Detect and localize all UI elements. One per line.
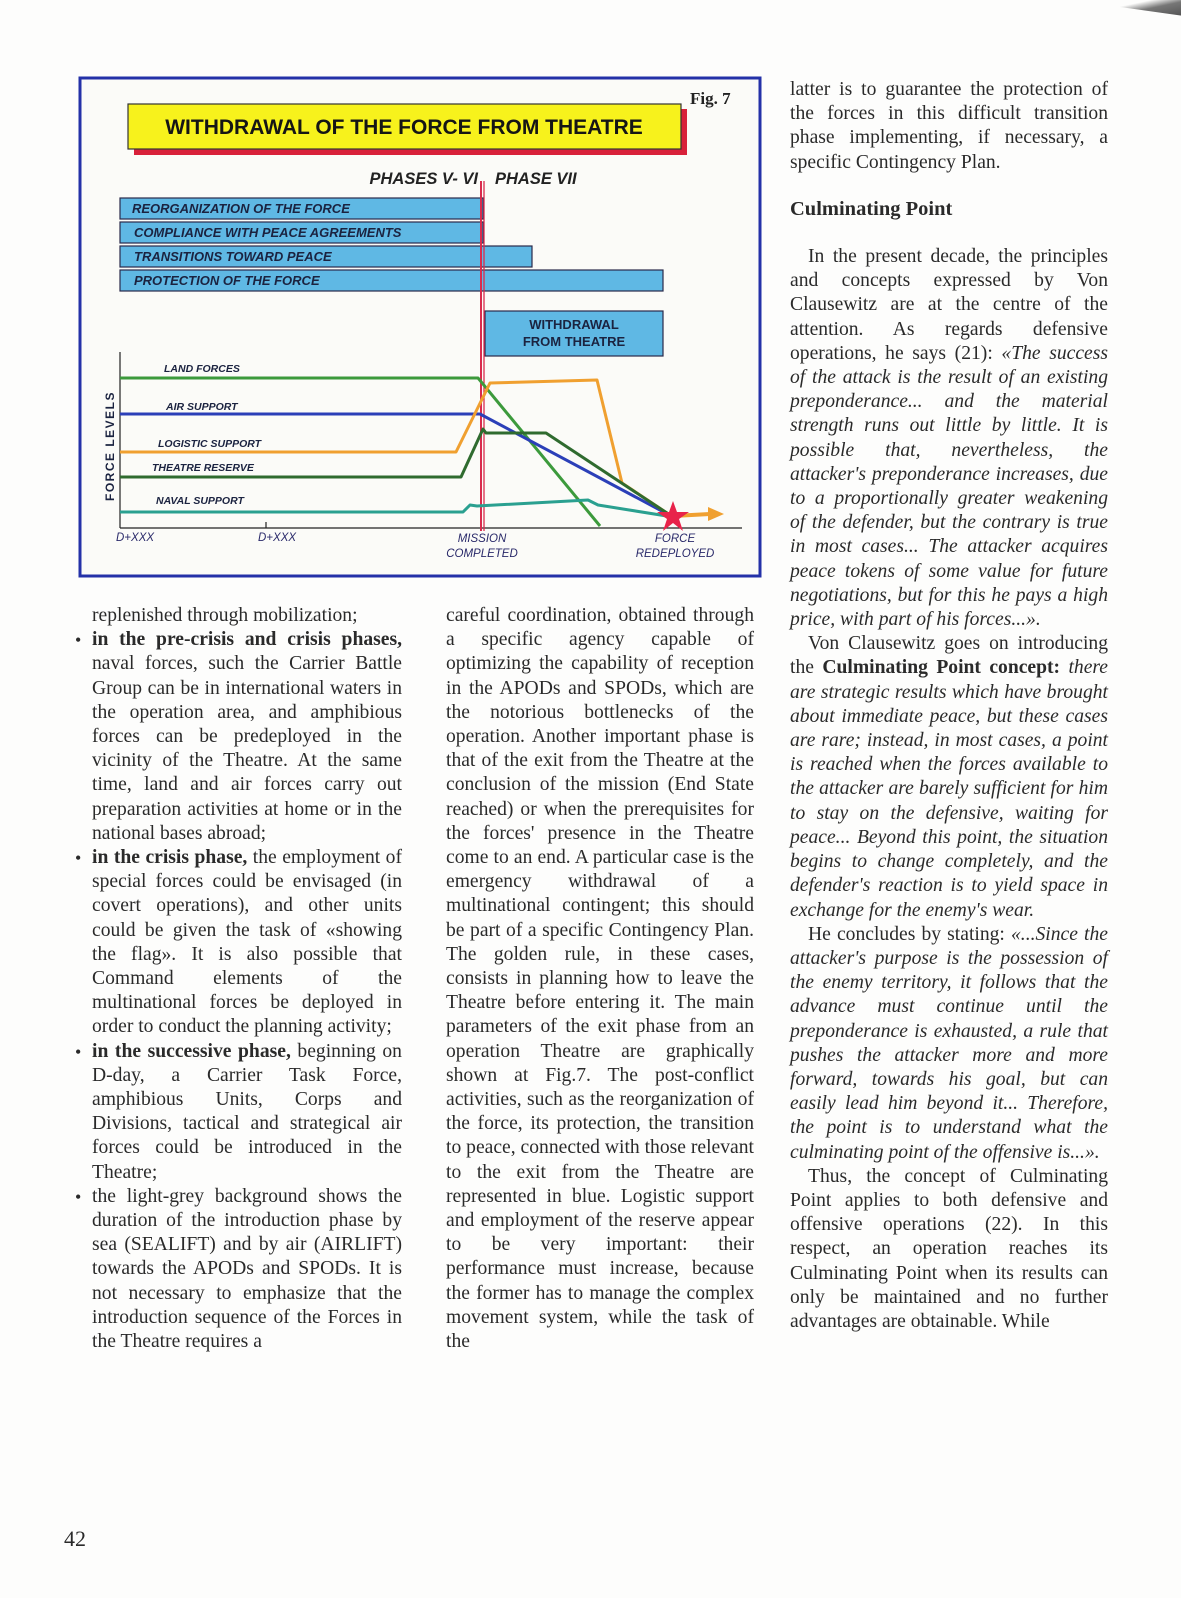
text-column-2 — [446, 604, 754, 1354]
bullet-text: naval forces, such the Carrier Battle Group can be in international waters in the operation area, and amphibious forces can be predeployed in the vicinity of the Theatre. At the same time, land and air forces carry out preparation activities at home or in the national bases abroad; — [92, 653, 402, 844]
series-label-naval: NAVAL SUPPORT — [156, 495, 244, 507]
paragraph: careful coordination, obtained through a specific agency capable of optimizing the capability of reception in the APODs and SPODs, which are the notorious bottlenecks of the operation. Another important phase is that of the exit from the Theatre at the conclusion of the mission (End State reached) or when the prerequisites for the forces' presence in the Theatre come to an end. A particular case is the emergency withdrawal of a multinational contingent; this should be part of a specific Contingency Plan. The golden rule, in these cases, consists in planning how to leave the Theatre before entering it. The main parameters of the exit phase from an operation Theatre are graphically shown at Fig.7. The post-conflict activities, such as the reorganization of the force, its protection, the transition to peace, connected with those relevant to the exit from the Theatre are represented in blue. Logistic support and employment of the reserve appear to be very important: their performance must increase, because the former has to manage the complex movement system, while the task of the — [446, 605, 754, 1353]
bullet-icon: • — [75, 1186, 82, 1207]
bullet-text: the light-grey background shows the duration of the introduction phase by sea (SEALIFT) and by air (AIRLIFT) towards the APODs and SPODs. It is not necessary to emphasize that the introduction sequence of the Forces in the Theatre requires a — [92, 1185, 402, 1353]
bullet-bold: in the pre-crisis and crisis phases, — [92, 629, 402, 651]
page-number: 42 — [64, 1526, 86, 1551]
withdrawal-label-1: WITHDRAWAL — [529, 317, 619, 332]
withdrawal-chart — [78, 76, 762, 578]
paragraph — [790, 245, 1108, 632]
paragraph-text: He concludes by stating: — [808, 923, 1011, 945]
quote: there are strategic results which have brought about immediate peace, but these cases are rare; instead, in most cases, a point is reached when the forces available to the attacker are barely sufficient for him to stay on the defensive, waiting for peace... Beyond this point, the situation begins to change completely, and the defender's reaction is to yield space in exchange for the enemy's wear. — [790, 657, 1108, 921]
withdrawal-label-2: FROM THEATRE — [522, 334, 626, 349]
series-label-land: LAND FORCES — [164, 363, 240, 375]
bullet-icon: • — [75, 630, 82, 651]
chart-title: WITHDRAWAL OF THE FORCE FROM THEATRE — [165, 116, 643, 139]
text-column-3 — [790, 78, 1108, 1334]
paragraph: latter is to guarantee the protection of the forces in this difficult transition phase implementing, if necessary, a specific Contingency Plan. — [790, 79, 1108, 173]
x-label-force: FORCE — [654, 533, 696, 545]
bar-label: PROTECTION OF THE FORCE — [134, 273, 320, 288]
bold-term: Culminating Point concept: — [822, 657, 1061, 679]
bullet-text: beginning on D-day, a Carrier Task Force, amphibious Units, Corps and Divisions, tactical and strategical air forces could be introduced in the Theatre; — [92, 1040, 402, 1183]
bullet-icon: • — [75, 848, 82, 869]
bullet-icon: • — [75, 1041, 82, 1062]
bullet-text: the employment of special forces could be envisaged (in covert operations), and other units could be given the task of «showing the flag». It is also possible that Command elements of the multinational forces be deployed in order to conduct the planning activity; — [92, 847, 402, 1038]
paragraph: replenished through mobilization; — [92, 605, 358, 626]
bullet-item — [75, 1185, 402, 1354]
figure-7 — [78, 76, 762, 578]
x-label-redeployed: REDEPLOYED — [635, 548, 715, 560]
bullet-item — [75, 1040, 402, 1185]
section-heading: Culminating Point — [790, 197, 953, 220]
series-label-reserve: THEATRE RESERVE — [152, 462, 254, 474]
y-axis-label: FORCE LEVELS — [103, 390, 117, 502]
paragraph-text: Von Clausewitz goes on introducing the — [790, 633, 1108, 679]
x-label-mission: MISSION — [457, 533, 507, 545]
quote: «...Since the attacker's purpose is the possession of the enemy territory, it follows that the advance must continue until the preponderance is exhausted, a rule that pushes the attacker more and more forward, towards his goal, but can easily lead him beyond it... Therefore, the point is to understand what the culminating point of the offensive is...». — [790, 923, 1108, 1163]
figure-label: Fig. 7 — [690, 89, 731, 108]
bullet-bold: in the crisis phase, — [92, 847, 248, 869]
paragraph — [790, 632, 1108, 922]
page-corner-shadow — [1120, 0, 1181, 17]
paragraph — [790, 923, 1108, 1165]
text-column-1 — [75, 604, 402, 1354]
bar-label: TRANSITIONS TOWARD PEACE — [134, 249, 332, 264]
bullet-bold: in the successive phase, — [92, 1040, 291, 1062]
bullet-item — [75, 846, 402, 1040]
x-label-completed: COMPLETED — [446, 548, 518, 560]
x-label-d2: D+XXX — [258, 532, 297, 544]
x-label-d1: D+XXX — [116, 532, 155, 544]
paragraph: Thus, the concept of Culminating Point applies to both defensive and offensive operations (22). In this respect, an operation reaches its Culminating Point when its results can only be maintained and no further advantages are obtainable. While — [790, 1165, 1108, 1332]
quote: «The success of the attack is the result of an existing preponderance... and the material strength runs out little by little. It is possible that, nevertheless, the attacker's preponderance increases, due to a proportionally greater weakening of the defender, but the contrary is true in most cases... The attacker acquires peace tokens of some value for future negotiations, but for this he pays a high price, with part of his forces...». — [790, 342, 1108, 631]
phase-left-label: PHASES V- VI — [369, 170, 478, 188]
series-label-logistic: LOGISTIC SUPPORT — [158, 438, 262, 450]
series-label-air: AIR SUPPORT — [166, 401, 238, 413]
bullet-item — [75, 628, 402, 846]
bar-label: COMPLIANCE WITH PEACE AGREEMENTS — [134, 225, 402, 240]
phase-right-label: PHASE VII — [495, 170, 577, 188]
paragraph-text: In the present decade, the principles and concepts expressed by Von Clausewitz are at the centre of the attention. As regards defensive operations, he says (21): — [790, 246, 1108, 364]
bar-label: REORGANIZATION OF THE FORCE — [132, 201, 350, 216]
